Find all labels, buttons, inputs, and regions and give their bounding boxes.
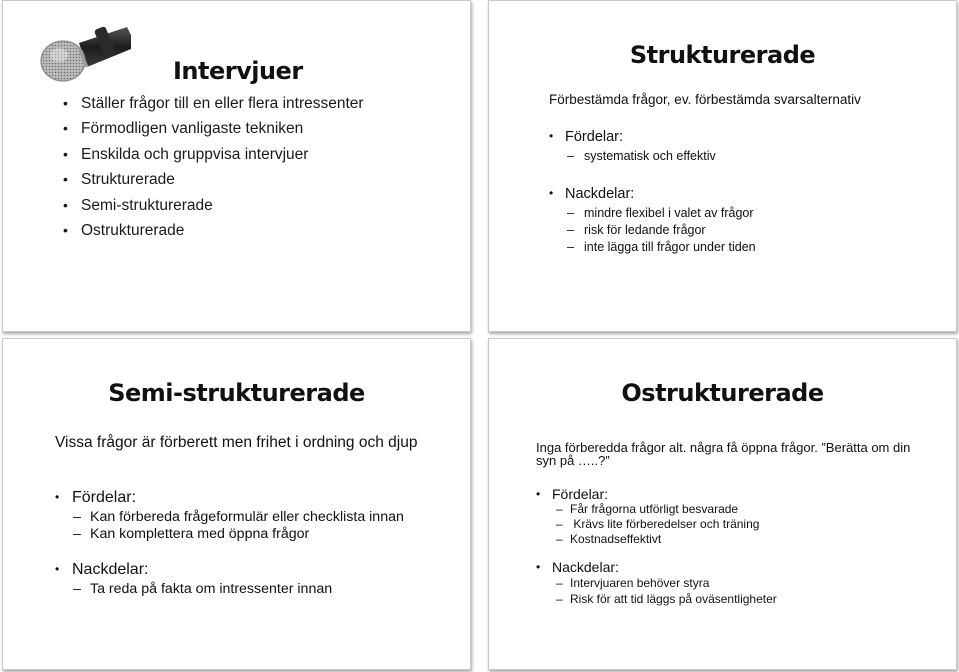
list-item: • Ställer frågor till en eller flera intressenter — [63, 91, 364, 116]
cons-item: – inte lägga till frågor under tiden — [567, 240, 756, 254]
pros-label: • Fördelar: — [55, 489, 136, 507]
slide-strukturerade — [488, 0, 957, 332]
cons-item: – Ta reda på fakta om intressenter innan — [73, 581, 332, 597]
pros-item: – systematisk och effektiv — [567, 149, 716, 163]
pros-item: – Kostnadseffektivt — [556, 532, 661, 546]
list-item: • Semi-strukturerade — [63, 193, 364, 218]
slide-intro: Vissa frågor är förberett men frihet i ordning och djup — [55, 434, 418, 451]
pros-item: – Får frågorna utförligt besvarade — [556, 502, 738, 516]
pros-item: – Krävs lite förberedelser och träning — [556, 517, 759, 531]
slide-semi-strukturerade — [2, 338, 471, 670]
cons-item: – mindre flexibel i valet av frågor — [567, 206, 754, 220]
list-item: • Förmodligen vanligaste tekniken — [63, 116, 364, 141]
pros-label: • Fördelar: — [549, 129, 623, 145]
slide-intervjuer — [2, 0, 471, 332]
list-item: • Strukturerade — [63, 167, 364, 192]
slide-intro: Förbestämda frågor, ev. förbestämda svarsalternativ — [549, 92, 861, 107]
slide-ostrukturerade — [488, 338, 957, 670]
bullet-list — [63, 91, 364, 243]
slide-title: Ostrukturerade — [621, 379, 824, 407]
pros-item: – Kan förbereda frågeformulär eller checklista innan — [73, 509, 404, 525]
cons-label: • Nackdelar: — [549, 186, 634, 202]
slide-title: Semi-strukturerade — [108, 379, 365, 407]
list-item: • Ostrukturerade — [63, 218, 364, 243]
slide-title: Strukturerade — [629, 41, 816, 69]
cons-label: • Nackdelar: — [536, 559, 619, 575]
pros-item: – Kan komplettera med öppna frågor — [73, 526, 309, 542]
cons-label: • Nackdelar: — [55, 561, 148, 579]
list-item: • Enskilda och gruppvisa intervjuer — [63, 142, 364, 167]
cons-item: – risk för ledande frågor — [567, 223, 706, 237]
pros-label: • Fördelar: — [536, 486, 608, 502]
cons-item: – Risk för att tid läggs på oväsentligheter — [556, 592, 777, 606]
slide-title: Intervjuer — [173, 57, 303, 86]
cons-item: – Intervjuaren behöver styra — [556, 576, 709, 590]
microphone-icon — [39, 23, 131, 85]
slide-intro: Inga förberedda frågor alt. några få öppna frågor. ”Berätta om din syn på …..?” — [536, 440, 911, 468]
